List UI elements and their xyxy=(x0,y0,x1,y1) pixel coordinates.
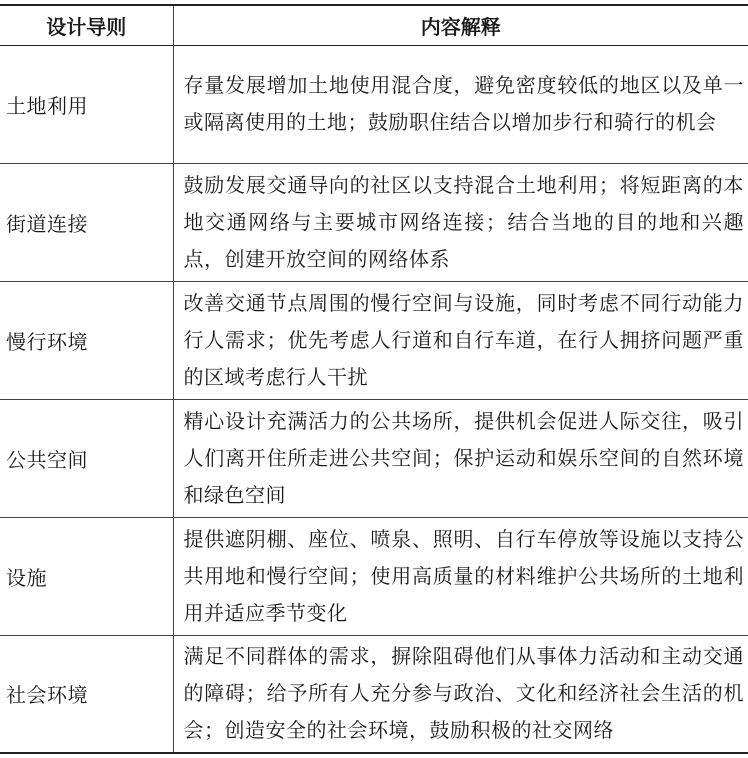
header-guideline: 设计导则 xyxy=(0,5,173,45)
table-row xyxy=(0,517,748,635)
row-guideline-name: 街道连接 xyxy=(0,163,173,281)
row-guideline-name: 土地利用 xyxy=(0,45,173,163)
table-row xyxy=(0,45,748,163)
table-body xyxy=(0,45,748,753)
row-guideline-name: 社会环境 xyxy=(0,635,173,753)
table-row xyxy=(0,281,748,399)
table-row xyxy=(0,163,748,281)
table-header xyxy=(0,5,748,45)
header-row xyxy=(0,5,748,45)
row-explanation: 满足不同群体的需求，摒除阻碍他们从事体力活动和主动交通的障碍；给予所有人充分参与政治、文化和经济社会生活的机会；创造安全的社会环境，鼓励积极的社交网络 xyxy=(173,635,748,753)
table-row xyxy=(0,635,748,753)
row-guideline-name: 公共空间 xyxy=(0,399,173,517)
row-explanation: 鼓励发展交通导向的社区以支持混合土地利用；将短距离的本地交通网络与主要城市网络连接；结合当地的目的地和兴趣点，创建开放空间的网络体系 xyxy=(173,163,748,281)
row-explanation: 改善交通节点周围的慢行空间与设施，同时考虑不同行动能力行人需求；优先考虑人行道和自行车道，在行人拥挤问题严重的区域考虑行人干扰 xyxy=(173,281,748,399)
design-guideline-table xyxy=(0,4,748,754)
table-row xyxy=(0,399,748,517)
row-explanation: 精心设计充满活力的公共场所，提供机会促进人际交往，吸引人们离开住所走进公共空间；保护运动和娱乐空间的自然环境和绿色空间 xyxy=(173,399,748,517)
row-guideline-name: 设施 xyxy=(0,517,173,635)
header-explanation: 内容解释 xyxy=(173,5,748,45)
row-explanation: 存量发展增加土地使用混合度，避免密度较低的地区以及单一或隔离使用的土地；鼓励职住结合以增加步行和骑行的机会 xyxy=(173,45,748,163)
row-guideline-name: 慢行环境 xyxy=(0,281,173,399)
row-explanation: 提供遮阴棚、座位、喷泉、照明、自行车停放等设施以支持公共用地和慢行空间；使用高质量的材料维护公共场所的土地利用并适应季节变化 xyxy=(173,517,748,635)
